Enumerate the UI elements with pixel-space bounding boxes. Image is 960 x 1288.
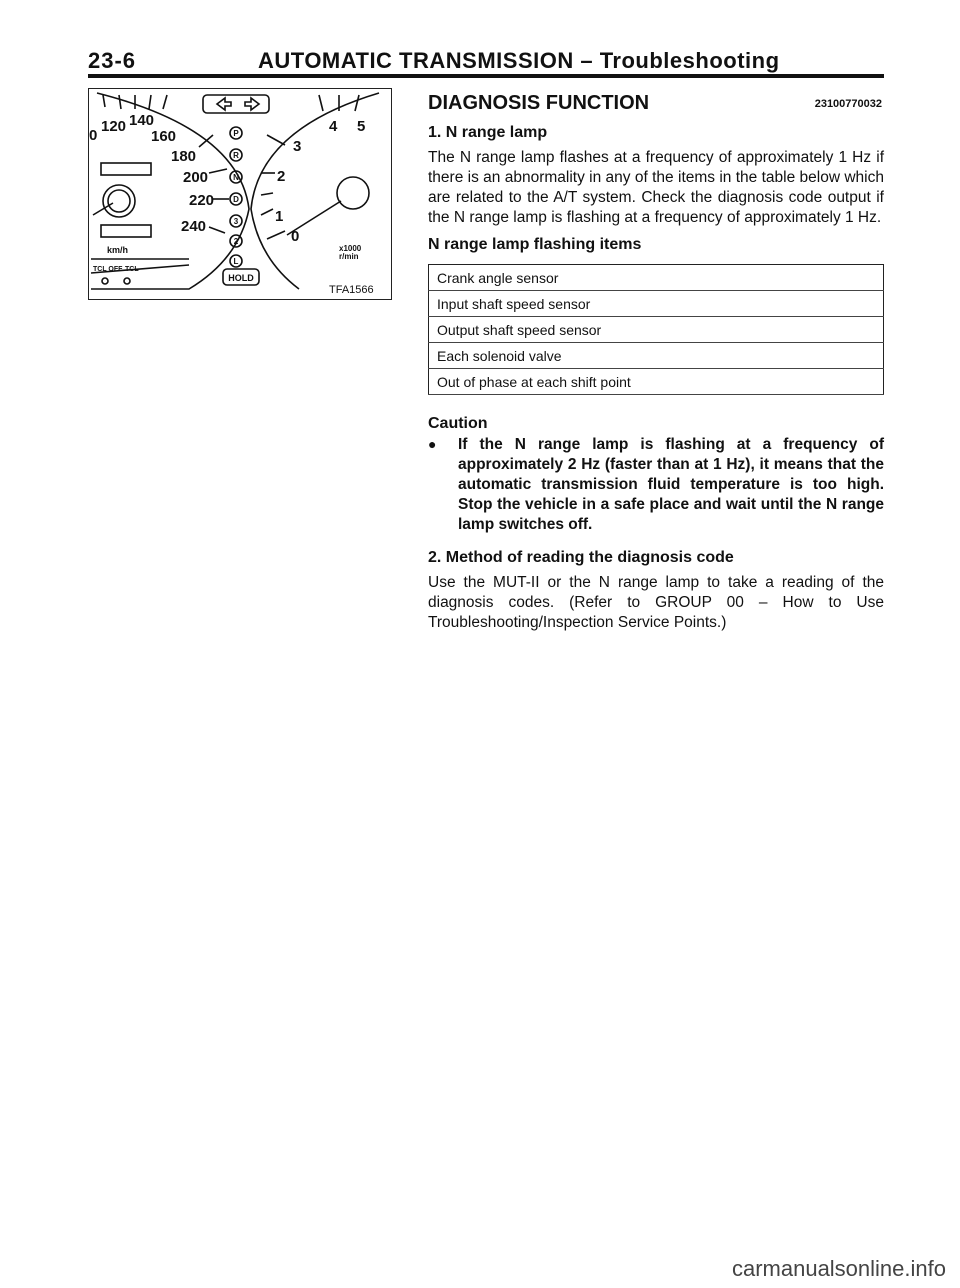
watermark: carmanualsonline.info [731,1256,946,1281]
tcl-off-label: TCL OFF [93,266,123,273]
main-column [428,92,884,633]
tach-tick [261,209,273,215]
tach-mark-5: 5 [357,118,366,135]
paragraph-n-range-lamp: The N range lamp flashes at a frequency of approximately 1 Hz if there is an abnormality in any of the items in the table below which are related to the A/T system. Check the diagnosis code output if the N range lamp is flashing at a frequency of approximately 1 Hz. [428,149,884,226]
instrument-cluster-drawing [89,89,393,301]
tach-mark-2: 2 [277,168,286,185]
speed-mark-180: 180 [171,148,197,165]
section-code: 23100770032 [814,98,882,110]
speed-mark-120: 120 [101,118,127,135]
figure-code: TFA1566 [329,284,374,296]
tcl-label: TCL [125,266,139,273]
table-cell: Out of phase at each shift point [429,369,884,395]
table-row [429,369,884,395]
table-title: N range lamp flashing items [428,236,642,253]
table-row [429,291,884,317]
speed-pointer-hub-inner [108,190,130,212]
page-title: AUTOMATIC TRANSMISSION – Troubleshooting [258,48,780,73]
table-row [429,265,884,291]
flashing-items-table [428,264,884,395]
tach-needle [287,201,341,235]
tach-unit-2: r/min [339,252,359,261]
shift-letter: 3 [233,217,239,226]
speed-tick [163,95,167,109]
page-header [88,48,888,76]
speed-mark-160: 160 [151,128,177,145]
tach-pointer-hub [337,177,369,209]
shift-letter: L [233,257,239,266]
section-title-row [428,92,884,118]
shift-letter: P [233,129,239,138]
tach-tick [261,193,273,195]
speed-tick [119,95,121,109]
paragraph-reading-method: Use the MUT-II or the N range lamp to take a reading of the diagnosis codes. (Refer to GROUP 00 – How to Use Troubleshooting/Inspection Service Points.) [428,574,884,631]
caution-text: If the N range lamp is flashing at a frequency of approximately 2 Hz (faster than at 1 Hz), it means that the automatic transmission fluid temperature is too high. Stop the vehicle in a safe place and wait until the N range lamp switches off. [458,436,884,533]
tach-mark-1: 1 [275,208,284,225]
speed-mark-140: 140 [129,112,155,129]
speed-tick [103,95,105,107]
speed-tick [209,169,227,173]
speed-tick [149,95,151,109]
tripmeter-window [101,225,151,237]
speed-unit: km/h [107,245,129,255]
instrument-cluster-figure [88,88,392,300]
caution-heading: Caution [428,415,488,432]
tach-mark-4: 4 [329,118,338,135]
tach-mark-0: 0 [291,228,300,245]
speed-mark-220: 220 [189,192,215,209]
tach-mark-3: 3 [293,138,302,155]
shift-letter: 2 [233,237,239,246]
odometer-window [101,163,151,175]
tach-tick [319,95,323,111]
speed-tick [209,227,225,233]
tach-tick [355,95,359,111]
hold-label: HOLD [228,273,254,283]
header-rule [88,74,884,78]
shift-letter: D [233,195,239,204]
subheading-n-range-lamp: 1. N range lamp [428,124,548,141]
speed-mark-240: 240 [181,218,207,235]
bullet-icon: ● [428,436,437,452]
caution-item [428,435,884,535]
tach-unit-1: x1000 [339,244,362,253]
speed-mark-200: 200 [183,169,209,186]
tcl-lamp [124,278,130,284]
shift-indicator [230,127,242,267]
speed-prefix: 0 [89,127,98,144]
right-turn-icon [245,98,259,110]
table-cell: Crank angle sensor [429,265,884,291]
table-row [429,317,884,343]
shift-letter: R [233,151,239,160]
left-turn-icon [217,98,231,110]
table-cell: Input shaft speed sensor [429,291,884,317]
table-cell: Output shaft speed sensor [429,317,884,343]
tach-tick [267,135,285,145]
table-row [429,343,884,369]
tcl-off-lamp [102,278,108,284]
subheading-reading-method: 2. Method of reading the diagnosis code [428,549,734,566]
table-cell: Each solenoid valve [429,343,884,369]
page-number: 23-6 [88,48,137,73]
section-title: DIAGNOSIS FUNCTION [428,92,650,114]
shift-letter: N [233,173,239,182]
tach-tick [267,231,285,239]
